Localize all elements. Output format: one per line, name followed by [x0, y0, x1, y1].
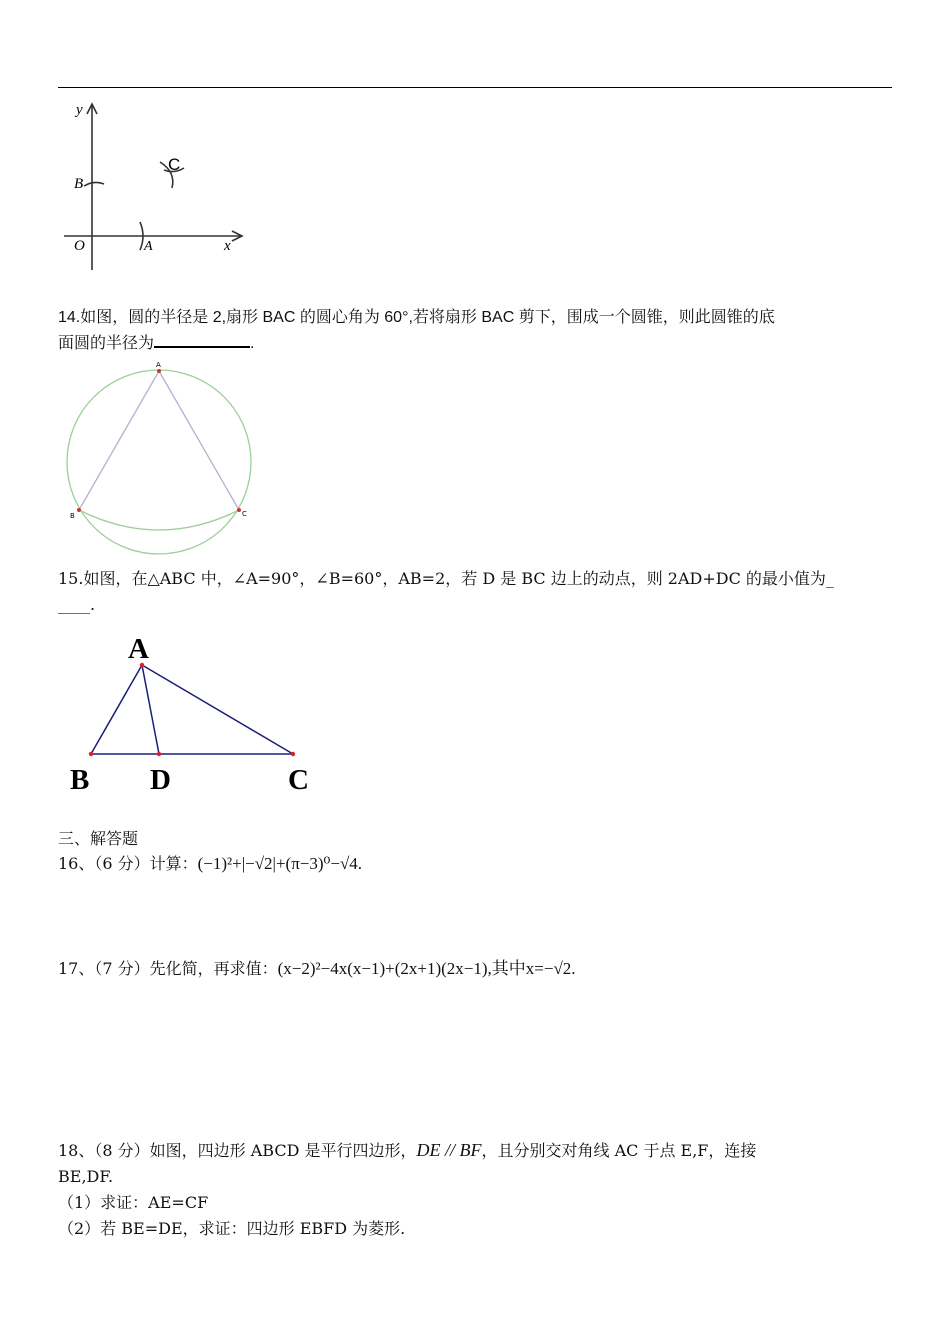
origin-label-o: O [74, 238, 85, 254]
triangle-label-c: C [288, 764, 309, 796]
axis-label-y: y [76, 102, 83, 118]
q16 [58, 851, 362, 877]
section-3-title: 三、解答题 [58, 829, 139, 848]
axis-label-x: x [224, 238, 231, 254]
point-label-b: B [74, 176, 84, 192]
q18-line1 [58, 1137, 756, 1164]
figure-q15-triangle [66, 628, 326, 800]
q15-line1: 15.如图，在△ABC 中，∠A=90°，∠B=60°，AB=2，若 D 是 BC 边上的动点，则 2AD+DC 的最小值为_ [58, 569, 834, 588]
point-label-a: A [144, 239, 153, 254]
q16-prefix: 16、（6 分）计算： [58, 854, 198, 873]
q18-line2: BE,DF. [58, 1167, 114, 1186]
q18-line1-prefix: 18、（8 分）如图，四边形 ABCD 是平行四边形， [58, 1141, 417, 1160]
triangle-label-b: B [70, 764, 90, 796]
figure-q13-axes [60, 98, 250, 274]
figure-q14-circle-sector [60, 362, 260, 562]
q17 [58, 956, 576, 982]
point-label-c: C [168, 155, 181, 174]
triangle-label-a: A [128, 633, 149, 665]
q18-part1: （1）求证：AE=CF [58, 1193, 209, 1212]
q14-line2-suffix: . [250, 335, 255, 352]
sector-label-a: A [156, 361, 161, 369]
q18-line1-suffix: ，且分别交对角线 AC 于点 E,F，连接 [481, 1141, 757, 1160]
q16-expression: (−1)²+|−√2|+(π−3)⁰−√4. [197, 854, 363, 873]
q15-line2: ____. [58, 595, 96, 614]
q17-prefix: 17、（7 分）先化简，再求值： [58, 959, 278, 978]
sector-label-b: B [70, 512, 75, 520]
header-rule [58, 87, 892, 88]
q18-part2: （2）若 BE=DE，求证：四边形 EBFD 为菱形. [58, 1219, 406, 1238]
sector-label-c: C [242, 510, 247, 518]
q17-expression: (x−2)²−4x(x−1)+(2x+1)(2x−1),其中x=−√2. [277, 959, 576, 978]
q14-line2 [58, 331, 254, 357]
q18-parallel-expression: DE // BF [416, 1140, 482, 1160]
q14-answer-blank [154, 332, 250, 348]
q14-line1: 14.如图，圆的半径是 2,扇形 BAC 的圆心角为 60°,若将扇形 BAC 剪下，围成一个圆锥，则此圆锥的底 [58, 309, 775, 326]
triangle-label-d: D [150, 764, 171, 796]
q14-line2-prefix: 面圆的半径为 [58, 335, 155, 352]
